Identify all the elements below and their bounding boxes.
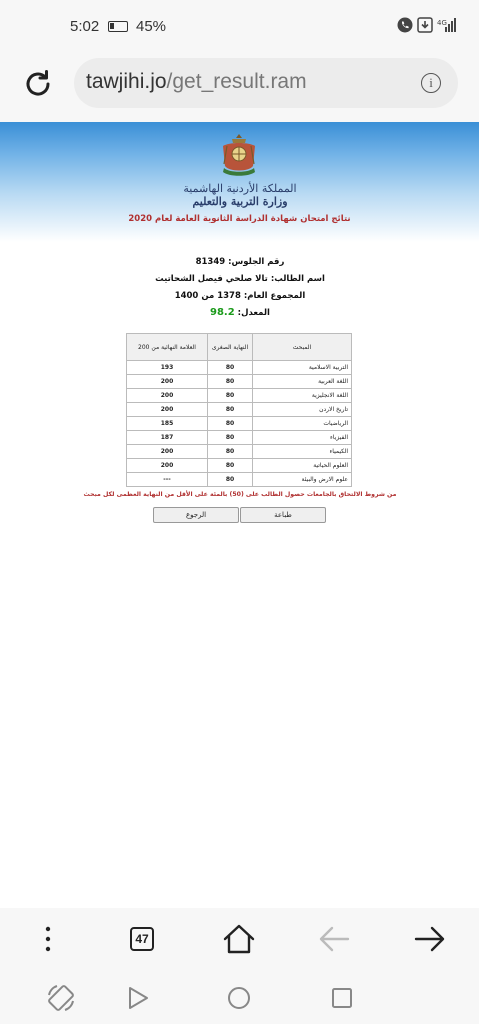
status-icons (397, 17, 457, 33)
avg-label: المعدل: (237, 308, 270, 318)
ministry-name (150, 182, 330, 208)
cell-subject: اللغة الانجليزية (253, 389, 352, 403)
nav-home-icon[interactable] (227, 986, 251, 1010)
seat-value: 81349 (195, 257, 226, 267)
back-button[interactable]: الرجوع (153, 507, 239, 523)
cell-mark: 193 (127, 361, 208, 375)
nav-recents-icon[interactable] (330, 986, 354, 1010)
table-row (127, 431, 352, 445)
table-header-row (127, 334, 352, 361)
emblem-icon (218, 132, 260, 178)
cell-min: 80 (208, 361, 253, 375)
table-row (127, 375, 352, 389)
tabs-button[interactable]: 47 (130, 927, 154, 951)
cell-mark: --- (127, 473, 208, 487)
table-row (127, 445, 352, 459)
table-row (127, 417, 352, 431)
battery-icon (108, 21, 128, 32)
svg-text:4G: 4G (437, 19, 447, 27)
header-mark: العلامة النهائية من 200 (127, 334, 208, 361)
seat-label: رقم الجلوس: (228, 257, 285, 267)
status-time: 5:02 (70, 18, 100, 35)
total-of: من 1400 (174, 291, 215, 301)
cell-min: 80 (208, 459, 253, 473)
total-label: المجموع العام: (243, 291, 306, 301)
ministry-education: وزارة التربية والتعليم (192, 195, 288, 208)
cell-mark: 200 (127, 403, 208, 417)
menu-dots-icon[interactable] (40, 924, 56, 954)
table-row (127, 459, 352, 473)
cell-mark: 187 (127, 431, 208, 445)
print-button[interactable]: طباعة (240, 507, 326, 523)
cell-mark: 200 (127, 375, 208, 389)
cell-subject: الكيمياء (253, 445, 352, 459)
cell-subject: علوم الارض والبيئة (253, 473, 352, 487)
cell-subject: الفيزياء (253, 431, 352, 445)
cell-min: 80 (208, 473, 253, 487)
cell-subject: الرياضيات (253, 417, 352, 431)
home-icon[interactable] (222, 922, 256, 956)
nav-back-icon[interactable] (126, 985, 150, 1011)
cell-min: 80 (208, 375, 253, 389)
table-row (127, 389, 352, 403)
total-score (120, 291, 360, 301)
cell-mark: 200 (127, 445, 208, 459)
cell-min: 80 (208, 403, 253, 417)
signal-icon (437, 17, 457, 33)
back-arrow-icon[interactable] (318, 925, 350, 953)
cell-mark: 200 (127, 459, 208, 473)
cell-subject: اللغة العربية (253, 375, 352, 389)
name-value: تالا صلحي فيصل الشحاتيت (155, 274, 268, 284)
phone-icon (397, 17, 413, 33)
cell-subject: التربية الاسلامية (253, 361, 352, 375)
reload-icon[interactable] (20, 66, 56, 102)
cell-min: 80 (208, 431, 253, 445)
header-subject: المبحث (253, 334, 352, 361)
cell-min: 80 (208, 445, 253, 459)
ministry-kingdom: المملكة الأردنية الهاشمية (183, 182, 297, 195)
student-name (120, 274, 360, 284)
page-title: نتائج امتحان شهادة الدراسة الثانوية العامة لعام 2020 (128, 214, 351, 224)
table-row (127, 361, 352, 375)
total-value: 1378 (217, 291, 241, 301)
cell-min: 80 (208, 389, 253, 403)
download-icon (417, 17, 433, 33)
admission-note: من شروط الالتحاق بالجامعات حصول الطالب على (50) بالمئة على الأقل من النهاية العظمى لكل مبحث (83, 491, 397, 498)
forward-arrow-icon[interactable] (414, 925, 446, 953)
table-row (127, 473, 352, 487)
cell-mark: 200 (127, 389, 208, 403)
url-domain: tawjihi.jo (86, 70, 167, 93)
info-icon[interactable]: i (421, 73, 441, 93)
status-bar (0, 0, 479, 52)
name-label: اسم الطالب: (270, 274, 325, 284)
header-min: النهاية الصغرى (208, 334, 253, 361)
grades-body (127, 361, 352, 487)
avg-value: 98.2 (210, 307, 235, 318)
table-row (127, 403, 352, 417)
seat-number (120, 257, 360, 267)
grades-table (126, 333, 352, 487)
cell-subject: تاريخ الاردن (253, 403, 352, 417)
url-path: /get_result.ram (166, 70, 307, 93)
cell-min: 80 (208, 417, 253, 431)
battery-percent: 45% (136, 18, 167, 35)
url-text[interactable] (86, 70, 307, 94)
cell-mark: 185 (127, 417, 208, 431)
rotate-icon[interactable] (46, 983, 76, 1013)
average (120, 307, 360, 318)
cell-subject: العلوم الحياتية (253, 459, 352, 473)
